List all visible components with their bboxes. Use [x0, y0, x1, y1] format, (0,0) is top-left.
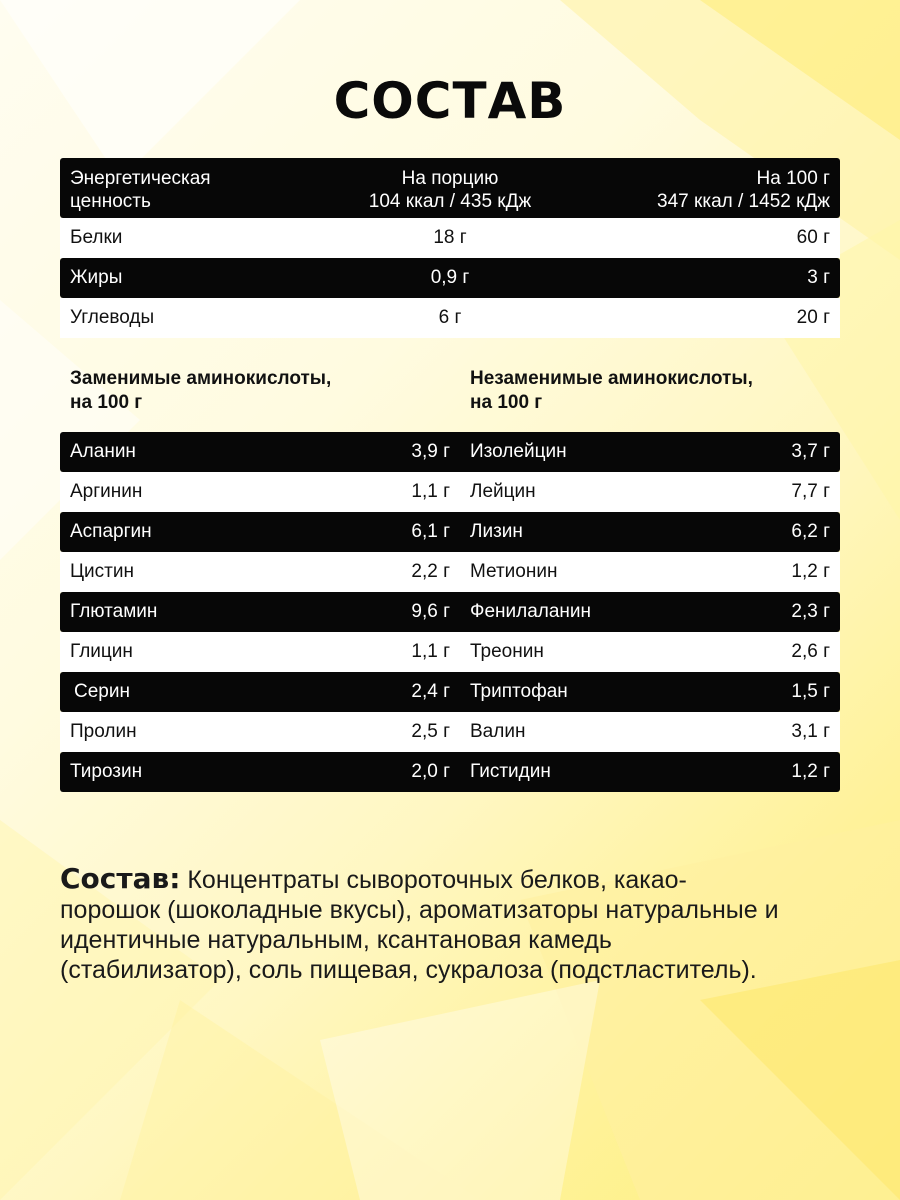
amino-value: 6,1 г [411, 521, 450, 542]
amino-name: Глютамин [70, 601, 158, 622]
amino-value: 3,1 г [791, 721, 830, 742]
nutrient-serving: 6 г [438, 307, 462, 328]
amino-name: Глицин [70, 641, 133, 662]
amino-name: Серин [74, 681, 130, 702]
composition-body: Концентраты сывороточных белков, какао-порошок (шоколадные вкусы), ароматизаторы натуральные и идентичные натуральным, ксантановая камедь (стабилизатор), соль пищевая, сукралоза (подстластитель). [60, 866, 779, 984]
amino-name: Лейцин [470, 481, 536, 502]
amino-value: 6,2 г [791, 521, 830, 542]
amino-name: Лизин [470, 521, 523, 542]
amino-name: Треонин [470, 641, 544, 662]
amino-value: 3,9 г [411, 441, 450, 462]
nutrient-serving: 0,9 г [430, 267, 470, 288]
amino-value: 2,2 г [411, 561, 450, 582]
amino-value: 1,1 г [411, 641, 450, 662]
nonessential-heading-line1: Заменимые аминокислоты, [70, 368, 332, 389]
nutrition-row-fat [60, 258, 840, 298]
amino-name: Аргинин [70, 481, 143, 502]
amino-row [60, 712, 840, 752]
amino-name: Цистин [70, 561, 134, 582]
nutrient-name: Белки [70, 227, 123, 248]
nonessential-heading-line2: на 100 г [70, 392, 143, 413]
amino-row [60, 432, 840, 472]
amino-value: 2,6 г [791, 641, 830, 662]
amino-value: 1,5 г [791, 681, 830, 702]
amino-name: Гистидин [470, 761, 551, 782]
amino-value: 1,1 г [411, 481, 450, 502]
essential-heading-line2: на 100 г [470, 392, 543, 413]
page-title: СОСТАВ [333, 72, 567, 130]
amino-row [60, 632, 840, 672]
amino-name: Аланин [70, 441, 136, 462]
per100-header-line1: На 100 г [756, 168, 830, 189]
energy-label-line2: ценность [70, 191, 151, 212]
essential-amino-heading [470, 367, 753, 415]
amino-table [60, 432, 840, 792]
amino-name: Тирозин [70, 761, 143, 782]
amino-name: Пролин [70, 721, 137, 742]
energy-label-line1: Энергетическая [70, 168, 211, 189]
amino-value: 2,5 г [411, 721, 450, 742]
amino-name: Изолейцин [470, 441, 567, 462]
amino-name: Фенилаланин [470, 601, 592, 622]
composition-text [60, 864, 780, 985]
nutrition-header-row [60, 158, 840, 218]
nutrition-table [60, 158, 840, 338]
amino-value: 2,4 г [411, 681, 450, 702]
amino-row [60, 752, 840, 792]
amino-name: Метионин [470, 561, 558, 582]
nutrient-per100: 20 г [796, 307, 830, 328]
amino-value: 3,7 г [791, 441, 830, 462]
nutrient-serving: 18 г [433, 227, 467, 248]
amino-row [60, 552, 840, 592]
amino-row [60, 592, 840, 632]
nutrient-per100: 3 г [807, 267, 830, 288]
amino-row [60, 672, 840, 712]
nonessential-amino-heading [70, 367, 331, 415]
amino-row [60, 472, 840, 512]
serving-header-line1: На порцию [401, 168, 499, 189]
serving-header-line2: 104 ккал / 435 кДж [368, 191, 532, 212]
energy-label [70, 167, 211, 213]
nutrient-per100: 60 г [796, 227, 830, 248]
amino-value: 9,6 г [411, 601, 450, 622]
amino-name: Аспаргин [70, 521, 152, 542]
amino-row [60, 512, 840, 552]
amino-value: 2,3 г [791, 601, 830, 622]
nutrient-name: Жиры [70, 267, 123, 288]
essential-heading-line1: Незаменимые аминокислоты, [470, 368, 753, 389]
amino-name: Триптофан [470, 681, 568, 702]
composition-label: Состав: [60, 862, 181, 895]
amino-value: 1,2 г [791, 761, 830, 782]
nutrition-row-carbs [60, 298, 840, 338]
nutrient-name: Углеводы [70, 307, 155, 328]
serving-header [310, 167, 590, 213]
per100-header-line2: 347 ккал / 1452 кДж [657, 191, 830, 212]
per100-header [657, 167, 830, 213]
amino-value: 7,7 г [791, 481, 830, 502]
nutrition-row-protein [60, 218, 840, 258]
amino-value: 2,0 г [411, 761, 450, 782]
amino-name: Валин [470, 721, 526, 742]
amino-value: 1,2 г [791, 561, 830, 582]
